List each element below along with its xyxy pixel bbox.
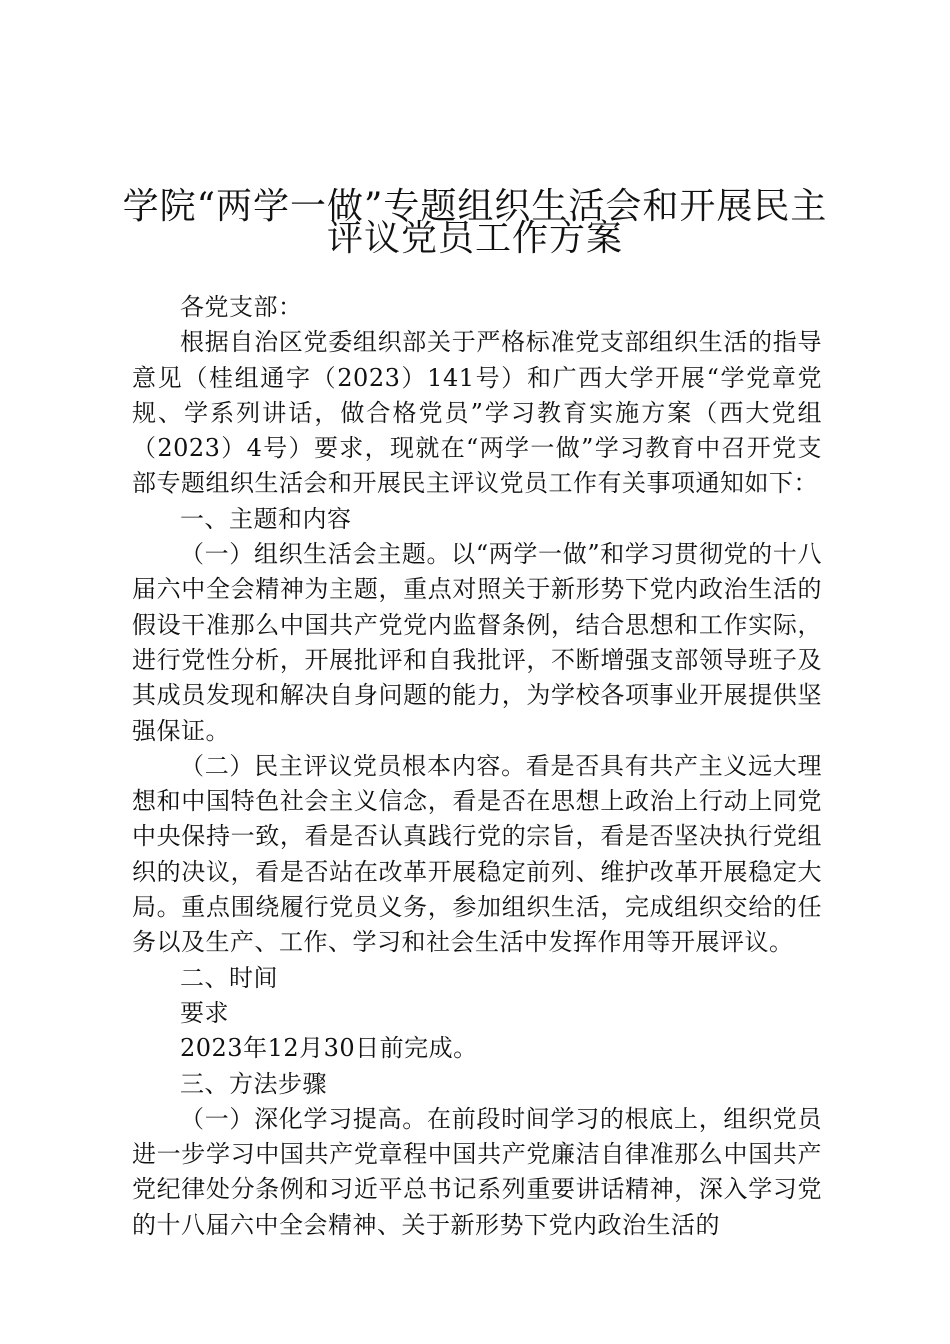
document-title-line-2: 评议党员工作方案 [326, 218, 623, 259]
section-3-item-1: （一）深化学习提高。在前段时间学习的根底上，组织党员进一步学习中国共产党章程中国共产党廉洁自律准那么中国共产党纪律处分条例和习近平总书记系列重要讲话精神，深入学习党的十八届六中全会精神、关于新形势下党内政治生活的 [132, 1104, 822, 1239]
section-2-heading: 二、时间 [180, 963, 278, 992]
document-body [132, 290, 822, 1243]
section-2-deadline: 2023年12月30日前完成。 [180, 1034, 478, 1063]
section-1-item-1: （一）组织生活会主题。以“两学一做”和学习贯彻党的十八届六中全会精神为主题，重点对照关于新形势下党内政治生活的假设干准那么中国共产党党内监督条例，结合思想和工作实际，进行党性分析，开展批评和自我批评，不断增强支部领导班子及其成员发现和解决自身问题的能力，为学校各项事业开展提供坚强保证。 [132, 540, 822, 745]
section-1-heading: 一、主题和内容 [180, 504, 352, 533]
section-3-heading: 三、方法步骤 [180, 1069, 327, 1098]
section-2-subheading: 要求 [180, 998, 229, 1027]
document-title-line-1: 学院“两学一做”专题组织生活会和开展民主 [122, 186, 828, 227]
salutation: 各党支部： [180, 293, 303, 321]
intro-paragraph: 根据自治区党委组织部关于严格标准党支部组织生活的指导意见（桂组通字（2023）141号）和广西大学开展“学党章党规、学系列讲话，做合格党员”学习教育实施方案（西大党组（2023）4号）要求，现就在“两学一做”学习教育中召开党支部专题组织生活会和开展民主评议党员工作有关事项通知如下： [132, 328, 822, 498]
section-1-item-2: （二）民主评议党员根本内容。看是否具有共产主义远大理想和中国特色社会主义信念，看是否在思想上政治上行动上同党中央保持一致，看是否认真践行党的宗旨，看是否坚决执行党组织的决议，看是否站在改革开展稳定前列、维护改革开展稳定大局。重点围绕履行党员义务，参加组织生活，完成组织交给的任务以及生产、工作、学习和社会生活中发挥作用等开展评议。 [132, 751, 822, 957]
